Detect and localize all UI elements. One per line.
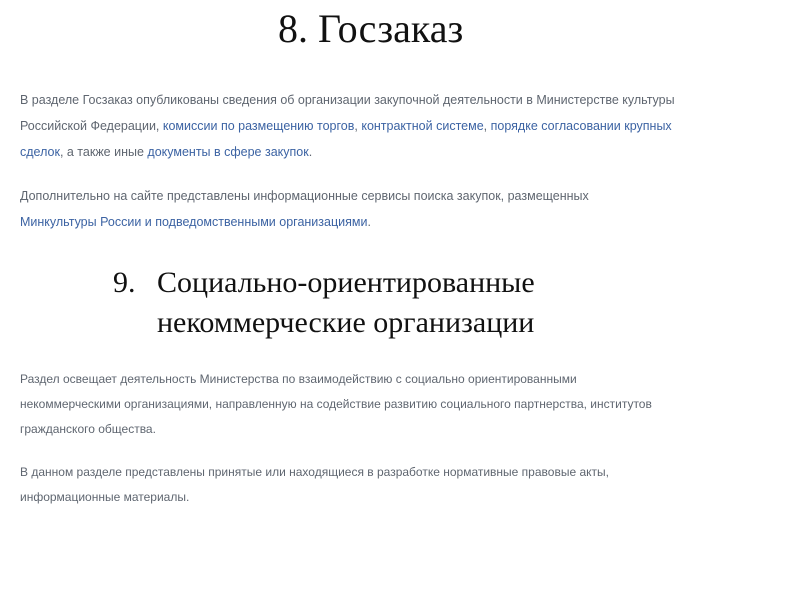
paragraph-text: , а также иные	[59, 145, 148, 159]
paragraph-text: Российской Федерации,	[20, 119, 163, 133]
paragraph-text: Дополнительно на сайте представлены информационные сервисы поиска закупок, размещенных	[20, 189, 589, 203]
section-9-title-line-1: Социально-ориентированные	[157, 266, 535, 299]
link-ministry-organizations[interactable]: Минкультуры России и подведомственными организациями	[20, 215, 368, 229]
paragraph-text: Раздел освещает деятельность Министерства по взаимодействию с социально ориентированными	[20, 372, 577, 386]
link-tender-commission[interactable]: комиссии по размещению торгов	[162, 119, 355, 133]
section-9-title	[113, 263, 535, 343]
section-9-paragraph-1	[20, 367, 652, 442]
section-8-paragraph-1: В разделе Госзаказ опубликованы сведения об организации закупочной деятельности в Министерстве культуры Российской Федерации, комиссии по размещению торгов, контрактной системе, порядке согласовании крупных сделок, а также иные документы в сфере закупок.	[20, 93, 675, 159]
section-9-title-line-2: некоммерческие организации	[157, 306, 535, 339]
section-9-number: 9.	[113, 266, 136, 299]
paragraph-text: В разделе Госзаказ опубликованы сведения об организации закупочной деятельности в Министерстве культуры	[20, 93, 675, 107]
link-procurement-documents[interactable]: документы в сфере закупок	[147, 145, 309, 159]
paragraph-text: гражданского общества.	[20, 422, 156, 436]
link-major-deals-approval-cont[interactable]: сделок	[20, 145, 60, 159]
link-major-deals-approval[interactable]: порядке согласовании крупных	[490, 119, 672, 133]
link-contract-system[interactable]: контрактной системе	[361, 119, 484, 133]
paragraph-text: информационные материалы.	[20, 490, 190, 504]
section-9-paragraph-2	[20, 460, 609, 510]
paragraph-text: некоммерческими организациями, направленную на содействие развитию социального партнерства, институтов	[20, 397, 652, 411]
section-8-title: 8. Госзаказ	[278, 6, 464, 51]
section-8-paragraph-2: Дополнительно на сайте представлены информационные сервисы поиска закупок, размещенных Минкультуры России и подведомственными организациями.	[20, 189, 589, 229]
paragraph-text: В данном разделе представлены принятые или находящиеся в разработке нормативные правовые акты,	[20, 465, 609, 479]
